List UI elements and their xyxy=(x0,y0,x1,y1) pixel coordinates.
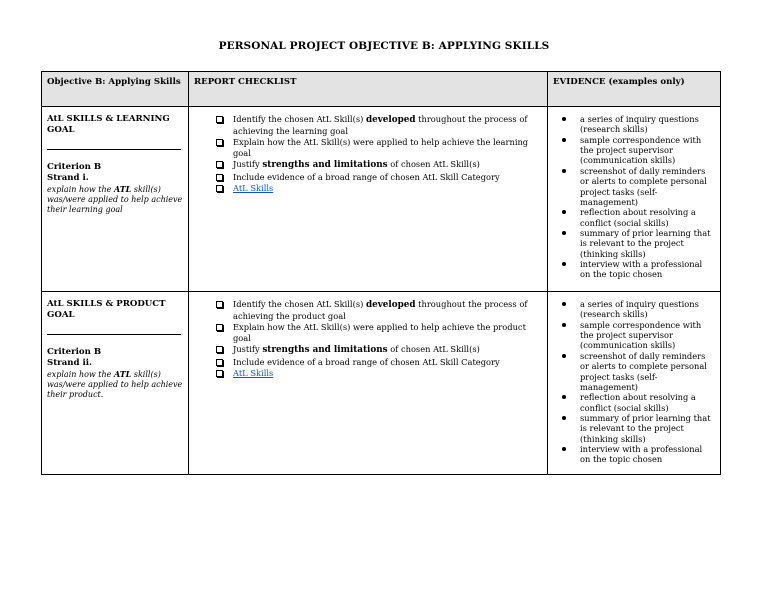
checkbox-icon[interactable] xyxy=(216,324,223,331)
column-header-checklist: REPORT CHECKLIST xyxy=(189,72,548,107)
bullet-dot-icon xyxy=(562,447,566,451)
checkbox-icon[interactable] xyxy=(216,359,223,366)
strand-description: explain how the ATL skill(s) was/were applied to help achieve their product. xyxy=(47,368,183,399)
list-item: sample correspondence with the project supervisor (communication skills) xyxy=(575,135,715,166)
divider xyxy=(47,149,181,150)
checkbox-icon[interactable] xyxy=(216,185,223,192)
goal-heading: AtL SKILLS & PRODUCT GOAL xyxy=(47,299,166,320)
list-item: reflection about resolving a conflict (social skills) xyxy=(575,207,715,228)
column-header-objective: Objective B: Applying Skills xyxy=(42,72,189,107)
list-item: summary of prior learning that is relevant to the project (thinking skills) xyxy=(575,413,715,444)
bullet-dot-icon xyxy=(562,231,566,235)
objective-table xyxy=(41,71,721,475)
evidence-list xyxy=(553,114,715,280)
page-title: PERSONAL PROJECT OBJECTIVE B: APPLYING SKILLS xyxy=(218,40,550,52)
bullet-dot-icon xyxy=(562,138,566,142)
bullet-dot-icon xyxy=(562,262,566,266)
checkbox-icon[interactable] xyxy=(216,139,223,146)
checklist-item: Identify the chosen AtL Skill(s) developed throughout the process of achieving the learning goal xyxy=(216,114,542,136)
checkbox-icon[interactable] xyxy=(216,174,223,181)
bullet-dot-icon xyxy=(562,416,566,420)
bullet-dot-icon xyxy=(562,354,566,358)
checkbox-icon[interactable] xyxy=(216,301,223,308)
checkbox-icon[interactable] xyxy=(216,161,223,168)
column-header-evidence: EVIDENCE (examples only) xyxy=(548,72,721,107)
list-item: interview with a professional on the topic chosen xyxy=(575,444,715,465)
checklist xyxy=(194,299,542,379)
bullet-dot-icon xyxy=(562,302,566,306)
bullet-dot-icon xyxy=(562,117,566,121)
list-item: sample correspondence with the project supervisor (communication skills) xyxy=(575,320,715,351)
strand-label: Strand i. xyxy=(47,173,89,184)
goal-heading: AtL SKILLS & LEARNING GOAL xyxy=(47,114,170,135)
checklist-item: Include evidence of a broad range of chosen AtL Skill Category xyxy=(216,357,542,367)
checklist-cell xyxy=(189,292,548,475)
list-item: a series of inquiry questions (research skills) xyxy=(575,114,715,135)
checkbox-icon[interactable] xyxy=(216,116,223,123)
evidence-cell xyxy=(548,292,721,475)
bullet-dot-icon xyxy=(562,323,566,327)
strand-description: explain how the ATL skill(s) was/were applied to help achieve their learning goal xyxy=(47,183,183,214)
checklist-item: Justify strengths and limitations of chosen AtL Skill(s) xyxy=(216,344,542,356)
list-item: reflection about resolving a conflict (social skills) xyxy=(575,392,715,413)
table-row xyxy=(42,292,721,475)
checklist-item: Include evidence of a broad range of chosen AtL Skill Category xyxy=(216,172,542,182)
strand-label: Strand ii. xyxy=(47,358,93,369)
checklist-item: Explain how the AtL Skill(s) were applied to help achieve the learning goal xyxy=(216,137,542,158)
checklist-item xyxy=(216,183,542,193)
evidence-cell xyxy=(548,107,721,292)
list-item: a series of inquiry questions (research skills) xyxy=(575,299,715,320)
table-row xyxy=(42,107,721,292)
checklist xyxy=(194,114,542,194)
checklist-item: Justify strengths and limitations of chosen AtL Skill(s) xyxy=(216,159,542,171)
checkbox-icon[interactable] xyxy=(216,370,223,377)
checkbox-icon[interactable] xyxy=(216,346,223,353)
criterion-label: Criterion B xyxy=(47,347,102,358)
objective-cell xyxy=(42,292,189,475)
checklist-item: Identify the chosen AtL Skill(s) developed throughout the process of achieving the product goal xyxy=(216,299,542,321)
divider xyxy=(47,334,181,335)
bullet-dot-icon xyxy=(562,395,566,399)
checklist-item xyxy=(216,368,542,378)
bullet-dot-icon xyxy=(562,169,566,173)
evidence-list xyxy=(553,299,715,465)
list-item: summary of prior learning that is relevant to the project (thinking skills) xyxy=(575,228,715,259)
objective-cell xyxy=(42,107,189,292)
list-item: interview with a professional on the topic chosen xyxy=(575,259,715,280)
bullet-dot-icon xyxy=(562,210,566,214)
checklist-cell xyxy=(189,107,548,292)
list-item: screenshot of daily reminders or alerts to complete personal project tasks (self-management) xyxy=(575,351,715,392)
criterion-label: Criterion B xyxy=(47,162,102,173)
atl-skills-link[interactable]: AtL Skills xyxy=(233,368,274,379)
table-header-row xyxy=(42,72,721,107)
checklist-item: Explain how the AtL Skill(s) were applied to help achieve the product goal xyxy=(216,322,542,343)
atl-skills-link[interactable]: AtL Skills xyxy=(233,183,274,194)
list-item: screenshot of daily reminders or alerts to complete personal project tasks (self-management) xyxy=(575,166,715,207)
